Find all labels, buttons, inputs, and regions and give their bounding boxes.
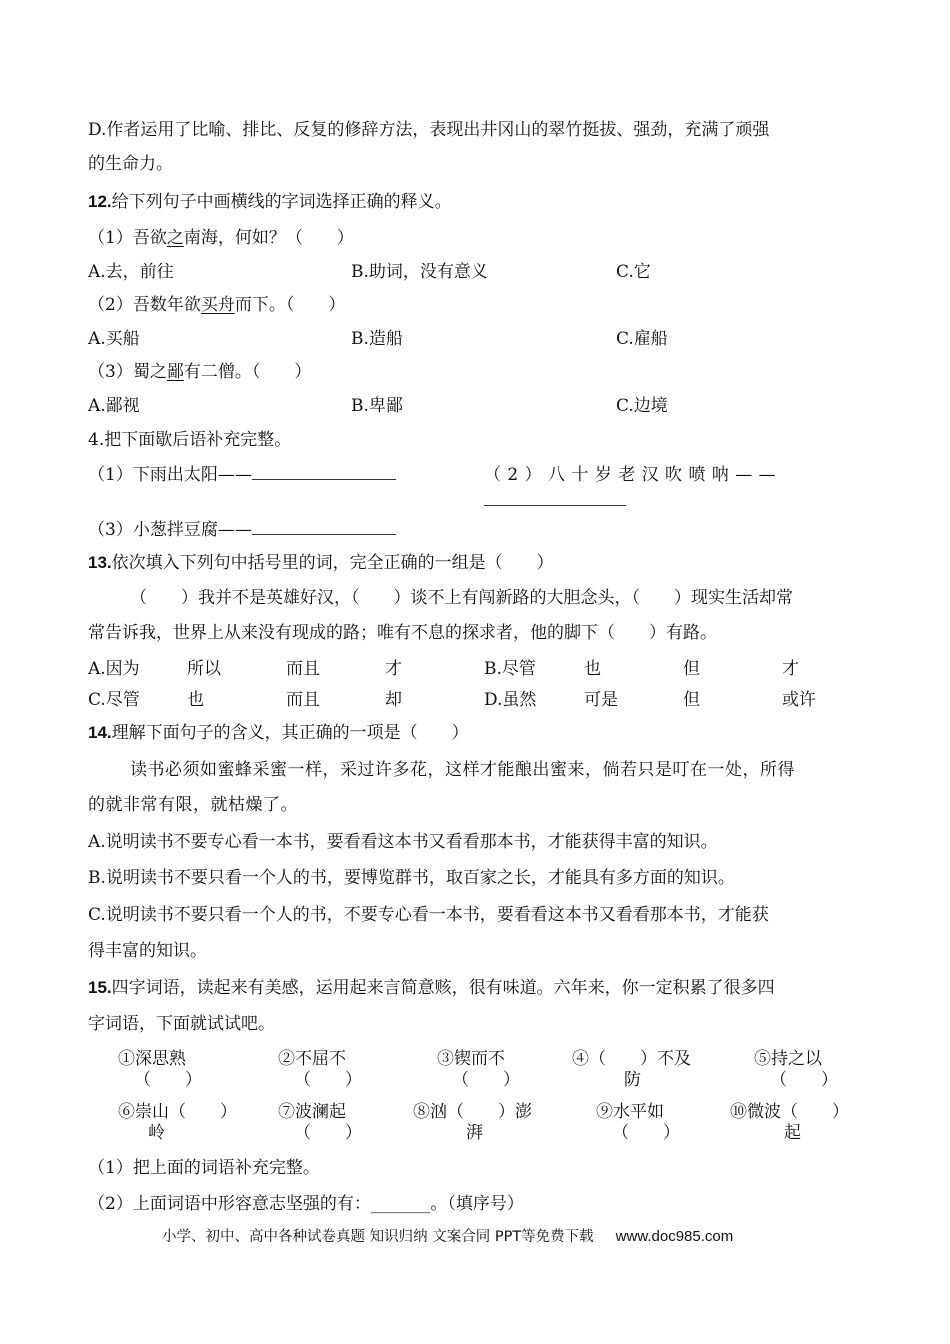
underlined-word: 之 bbox=[166, 228, 184, 248]
idiom-9-blank[interactable]: （ ） bbox=[612, 1123, 680, 1143]
idiom-7-blank[interactable]: （ ） bbox=[294, 1123, 362, 1143]
q12-sentence-3 bbox=[88, 360, 311, 384]
q14-quote-line2: 的就非常有限，就枯燥了。 bbox=[88, 795, 298, 815]
q13-option-a-2: 所以 bbox=[187, 659, 221, 679]
q14-option-a: A.说明读书不要专心看一本书，要看看这本书又看看那本书，才能获得丰富的知识。 bbox=[88, 832, 718, 852]
footer-url[interactable]: www.doc985.com bbox=[615, 1228, 734, 1245]
q12-2-option-a: A.买船 bbox=[88, 329, 140, 349]
q13-option-d-3: 但 bbox=[683, 690, 700, 710]
q14-option-c-line2: 得丰富的知识。 bbox=[88, 941, 207, 961]
sentence-text: 有二僧。（ ） bbox=[183, 362, 312, 382]
footer-text: 小学、初中、高中各种试卷真题 知识归纳 文案合同 PPT等免费下载 bbox=[162, 1229, 594, 1245]
q13-option-d-4: 或许 bbox=[782, 690, 816, 710]
idiom-7: ⑦波澜起 bbox=[278, 1102, 346, 1122]
idiom-5-blank[interactable]: （ ） bbox=[770, 1070, 838, 1090]
idiom-10[interactable]: ⑩微波（ ） bbox=[730, 1102, 849, 1122]
idiom-3: ③锲而不 bbox=[437, 1049, 505, 1069]
question-14-stem bbox=[88, 721, 469, 745]
idiom-8[interactable]: ⑧汹（ ）澎 bbox=[413, 1102, 532, 1122]
q13-option-c-2: 也 bbox=[187, 690, 204, 710]
idiom-2-blank[interactable]: （ ） bbox=[294, 1070, 362, 1090]
sentence-text: （1）吾欲 bbox=[88, 228, 167, 248]
q13-option-c-1: C.尽管 bbox=[88, 690, 140, 710]
q4-item-2: （ 2 ） 八 十 岁 老 汉 吹 喷 呐 — — bbox=[484, 465, 777, 485]
option-d-line1: D.作者运用了比喻、排比、反复的修辞方法，表现出井冈山的翠竹挺拔、强劲，充满了顽强 bbox=[88, 120, 770, 140]
q15-sub-2 bbox=[88, 1192, 524, 1216]
answer-blank[interactable]: _______ bbox=[370, 1194, 431, 1214]
sentence-text: （2）吾数年欲 bbox=[88, 295, 201, 315]
footer bbox=[162, 1225, 733, 1249]
idiom-4-char: 防 bbox=[624, 1070, 641, 1090]
answer-blank[interactable] bbox=[252, 520, 396, 535]
q13-passage-line1: （ ）我并不是英雄好汉，（ ）谈不上有闯新路的大胆念头，（ ）现实生活却常 bbox=[130, 588, 793, 608]
sentence-text: 而下。（ ） bbox=[234, 295, 346, 315]
idiom-4[interactable]: ④（ ）不及 bbox=[572, 1049, 691, 1069]
sentence-text: （3）蜀之 bbox=[88, 362, 167, 382]
q12-2-option-c: C.雇船 bbox=[616, 329, 668, 349]
answer-blank[interactable] bbox=[484, 491, 626, 506]
question-12-stem bbox=[88, 190, 452, 214]
q13-passage-line2: 常告诉我，世界上从来没有现成的路；唯有不息的探求者，他的脚下（ ）有路。 bbox=[88, 623, 717, 643]
idiom-3-blank[interactable]: （ ） bbox=[452, 1070, 520, 1090]
question-text: 四字词语，读起来有美感，运用起来言简意赅，很有味道。六年来，你一定积累了很多四 bbox=[111, 978, 775, 998]
underlined-word: 买舟 bbox=[200, 295, 235, 315]
q12-sentence-1 bbox=[88, 226, 354, 250]
q12-1-option-a: A.去，前往 bbox=[88, 262, 174, 282]
question-number: 12. bbox=[88, 192, 112, 211]
question-15-stem bbox=[88, 976, 775, 1000]
q4-item-1 bbox=[88, 463, 396, 487]
q12-3-option-a: A.鄙视 bbox=[88, 396, 140, 416]
sub-question-text: （2）上面词语中形容意志坚强的有： bbox=[88, 1194, 371, 1214]
question-text: 依次填入下列句中括号里的词，完全正确的一组是（ ） bbox=[111, 553, 554, 573]
idiom-10-char: 起 bbox=[784, 1123, 801, 1143]
q4-item-3 bbox=[88, 518, 396, 542]
q13-option-a-1: A.因为 bbox=[88, 659, 140, 679]
question-number: 13. bbox=[88, 553, 112, 572]
question-number: 14. bbox=[88, 723, 112, 742]
q13-option-b-2: 也 bbox=[584, 659, 601, 679]
q12-3-option-b: B.卑鄙 bbox=[351, 396, 403, 416]
idiom-1-blank[interactable]: （ ） bbox=[134, 1070, 202, 1090]
sub-question-text: 。（填序号） bbox=[430, 1194, 524, 1214]
q4-stem: 4.把下面歇后语补充完整。 bbox=[88, 430, 292, 450]
underlined-word: 鄙 bbox=[166, 362, 184, 382]
q14-option-b: B.说明读书不要只看一个人的书，要博览群书，取百家之长，才能具有多方面的知识。 bbox=[88, 868, 735, 888]
q13-option-b-1: B.尽管 bbox=[484, 659, 536, 679]
q13-option-c-4: 却 bbox=[385, 690, 402, 710]
idiom-2: ②不屈不 bbox=[278, 1049, 346, 1069]
q13-option-c-3: 而且 bbox=[286, 690, 320, 710]
q12-3-option-c: C.边境 bbox=[616, 396, 668, 416]
item-text: （1）下雨出太阳—— bbox=[88, 465, 252, 485]
q14-quote-line1: 读书必须如蜜蜂采蜜一样，采过许多花，这样才能酿出蜜来，倘若只是叮在一处，所得 bbox=[130, 760, 795, 780]
idiom-9: ⑨水平如 bbox=[596, 1102, 664, 1122]
sentence-text: 南海，何如？（ ） bbox=[183, 228, 354, 248]
q15-sub-1: （1）把上面的词语补充完整。 bbox=[88, 1158, 320, 1178]
question-text: 给下列句子中画横线的字词选择正确的释义。 bbox=[111, 192, 452, 212]
q12-1-option-b: B.助词，没有意义 bbox=[351, 262, 488, 282]
idiom-1: ①深思熟 bbox=[118, 1049, 186, 1069]
item-text: （3）小葱拌豆腐—— bbox=[88, 520, 252, 540]
q13-option-b-4: 才 bbox=[782, 659, 799, 679]
q12-2-option-b: B.造船 bbox=[351, 329, 403, 349]
idiom-6[interactable]: ⑥崇山（ ） bbox=[118, 1102, 237, 1122]
q14-option-c-line1: C.说明读书不要只看一个人的书，不要专心看一本书，要看看这本书又看看那本书，才能获 bbox=[88, 905, 769, 925]
question-number: 15. bbox=[88, 978, 112, 997]
q13-option-d-1: D.虽然 bbox=[484, 690, 537, 710]
q15-stem-line2: 字词语，下面就试试吧。 bbox=[88, 1014, 275, 1034]
q12-sentence-2 bbox=[88, 293, 345, 317]
idiom-6-char: 岭 bbox=[148, 1123, 165, 1143]
q13-option-d-2: 可是 bbox=[584, 690, 618, 710]
q13-option-a-3: 而且 bbox=[286, 659, 320, 679]
q13-option-b-3: 但 bbox=[683, 659, 700, 679]
idiom-8-char: 湃 bbox=[466, 1123, 483, 1143]
q12-1-option-c: C.它 bbox=[616, 262, 651, 282]
question-text: 理解下面句子的含义，其正确的一项是（ ） bbox=[111, 723, 469, 743]
idiom-5: ⑤持之以 bbox=[754, 1049, 822, 1069]
answer-blank[interactable] bbox=[252, 465, 396, 480]
q13-option-a-4: 才 bbox=[385, 659, 402, 679]
question-13-stem bbox=[88, 551, 554, 575]
option-d-line2: 的生命力。 bbox=[88, 154, 173, 174]
